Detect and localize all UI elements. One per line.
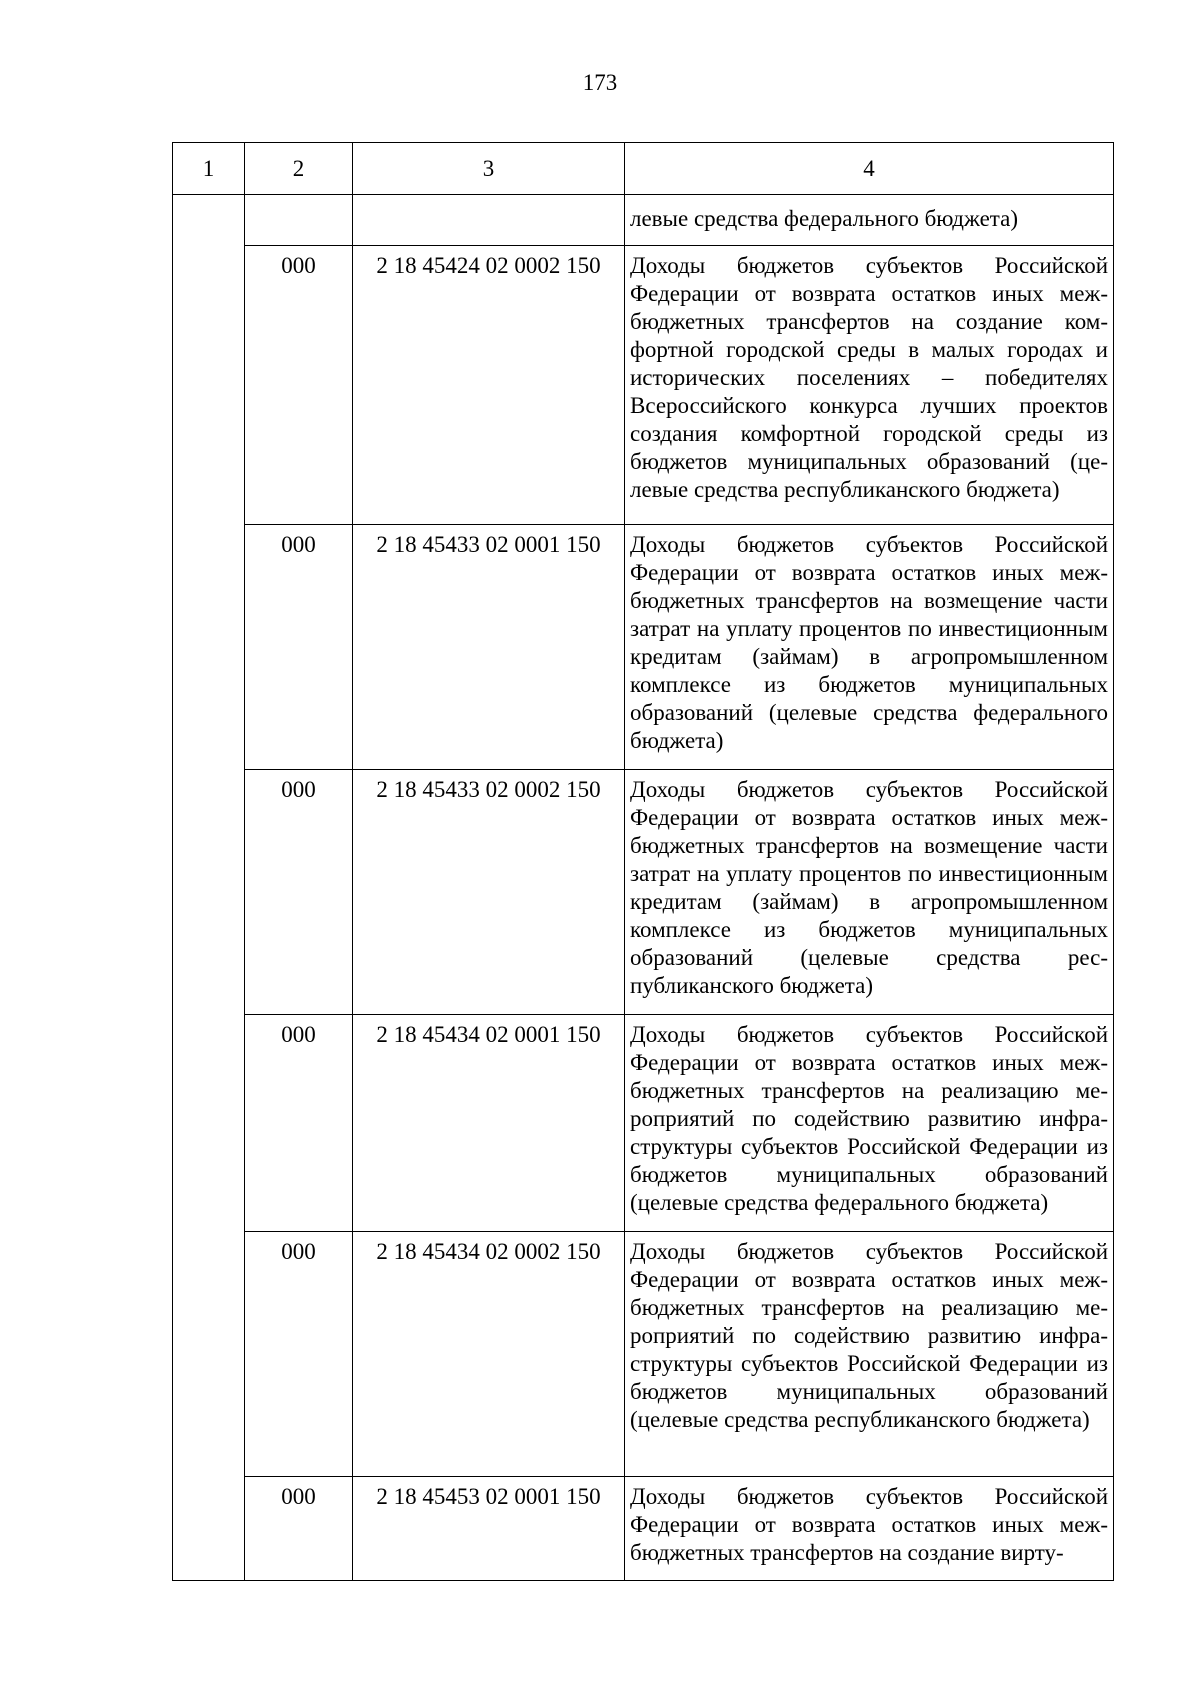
- table-row: [173, 1015, 1114, 1232]
- row-description: Доходы бюджетов субъектов Российской Федерации от возврата остатков иных межбюджетных трансфертов на реализацию мероприятий по содействию развитию инфраструктуры субъектов Российской Федерации из бюджетов муниципальных образований (целевые средства республиканского бюджета): [630, 1239, 1108, 1432]
- column-1-cell: [173, 195, 245, 1581]
- kbk-code-cell: [353, 1015, 625, 1232]
- description-cell: [625, 525, 1114, 770]
- table-row: [173, 246, 1114, 525]
- admin-code: 000: [281, 777, 316, 802]
- column-header-1: 1: [173, 143, 245, 195]
- admin-code-cell: [245, 1232, 353, 1477]
- row-description: Доходы бюджетов субъектов Российской Федерации от возврата остатков иных межбюджетных трансфертов на возмещение части затрат на уплату процентов по инвестиционным кредитам (займам) в агропромышленном комплексе из бюджетов муниципальных образований (целевые средства федерального бюджета): [630, 532, 1108, 753]
- table-row: [173, 525, 1114, 770]
- kbk-code: 2 18 45434 02 0001 150: [376, 1022, 601, 1047]
- table-row: [173, 1232, 1114, 1477]
- continuation-text: левые средства федерального бюджета): [630, 206, 1018, 231]
- description-cell: [625, 195, 1114, 246]
- kbk-code-cell: [353, 770, 625, 1015]
- description-cell: [625, 1015, 1114, 1232]
- description-cell: [625, 770, 1114, 1015]
- kbk-code-cell: [353, 1477, 625, 1581]
- kbk-code: 2 18 45453 02 0001 150: [376, 1484, 601, 1509]
- kbk-code: 2 18 45433 02 0001 150: [376, 532, 601, 557]
- description-cell: [625, 1477, 1114, 1581]
- admin-code-cell: [245, 246, 353, 525]
- admin-code: 000: [281, 253, 316, 278]
- kbk-code: 2 18 45433 02 0002 150: [376, 777, 601, 802]
- admin-code-cell: [245, 1477, 353, 1581]
- admin-code-cell: [245, 525, 353, 770]
- admin-code: 000: [281, 1484, 316, 1509]
- column-header-4: 4: [625, 143, 1114, 195]
- admin-code-cell: [245, 195, 353, 246]
- row-description: Доходы бюджетов субъектов Российской Федерации от возврата остатков иных межбюджетных трансфертов на создание комфортной городской среды в малых городах и исторических поселениях – победителях Всероссийского конкурса лучших проектов создания комфортной городской среды из бюджетов муниципальных образований (целевые средства республиканского бюджета): [630, 253, 1108, 502]
- kbk-code: 2 18 45434 02 0002 150: [376, 1239, 601, 1264]
- admin-code: 000: [281, 1239, 316, 1264]
- column-header-3: 3: [353, 143, 625, 195]
- table-row: [173, 770, 1114, 1015]
- row-description: Доходы бюджетов субъектов Российской Федерации от возврата остатков иных межбюджетных трансфертов на возмещение части затрат на уплату процентов по инвестиционным кредитам (займам) в агропромышленном комплексе из бюджетов муниципальных образований (целевые средства республиканского бюджета): [630, 777, 1108, 998]
- budget-classification-table: [172, 142, 1114, 1581]
- admin-code: 000: [281, 1022, 316, 1047]
- admin-code: 000: [281, 532, 316, 557]
- kbk-code-cell: [353, 195, 625, 246]
- table-row: [173, 1477, 1114, 1581]
- column-header-2: 2: [245, 143, 353, 195]
- admin-code-cell: [245, 1015, 353, 1232]
- page-number: 173: [582, 70, 618, 95]
- description-cell: [625, 246, 1114, 525]
- row-description: Доходы бюджетов субъектов Российской Федерации от возврата остатков иных межбюджетных трансфертов на создание вирту-: [630, 1484, 1108, 1565]
- table-row-continuation: [173, 195, 1114, 246]
- kbk-code-cell: [353, 1232, 625, 1477]
- row-description: Доходы бюджетов субъектов Российской Федерации от возврата остатков иных межбюджетных трансфертов на реализацию мероприятий по содействию развитию инфраструктуры субъектов Российской Федерации из бюджетов муниципальных образований (целевые средства федерального бюджета): [630, 1022, 1108, 1215]
- kbk-code: 2 18 45424 02 0002 150: [376, 253, 601, 278]
- admin-code-cell: [245, 770, 353, 1015]
- description-cell: [625, 1232, 1114, 1477]
- table-header-row: [173, 143, 1114, 195]
- kbk-code-cell: [353, 246, 625, 525]
- kbk-code-cell: [353, 525, 625, 770]
